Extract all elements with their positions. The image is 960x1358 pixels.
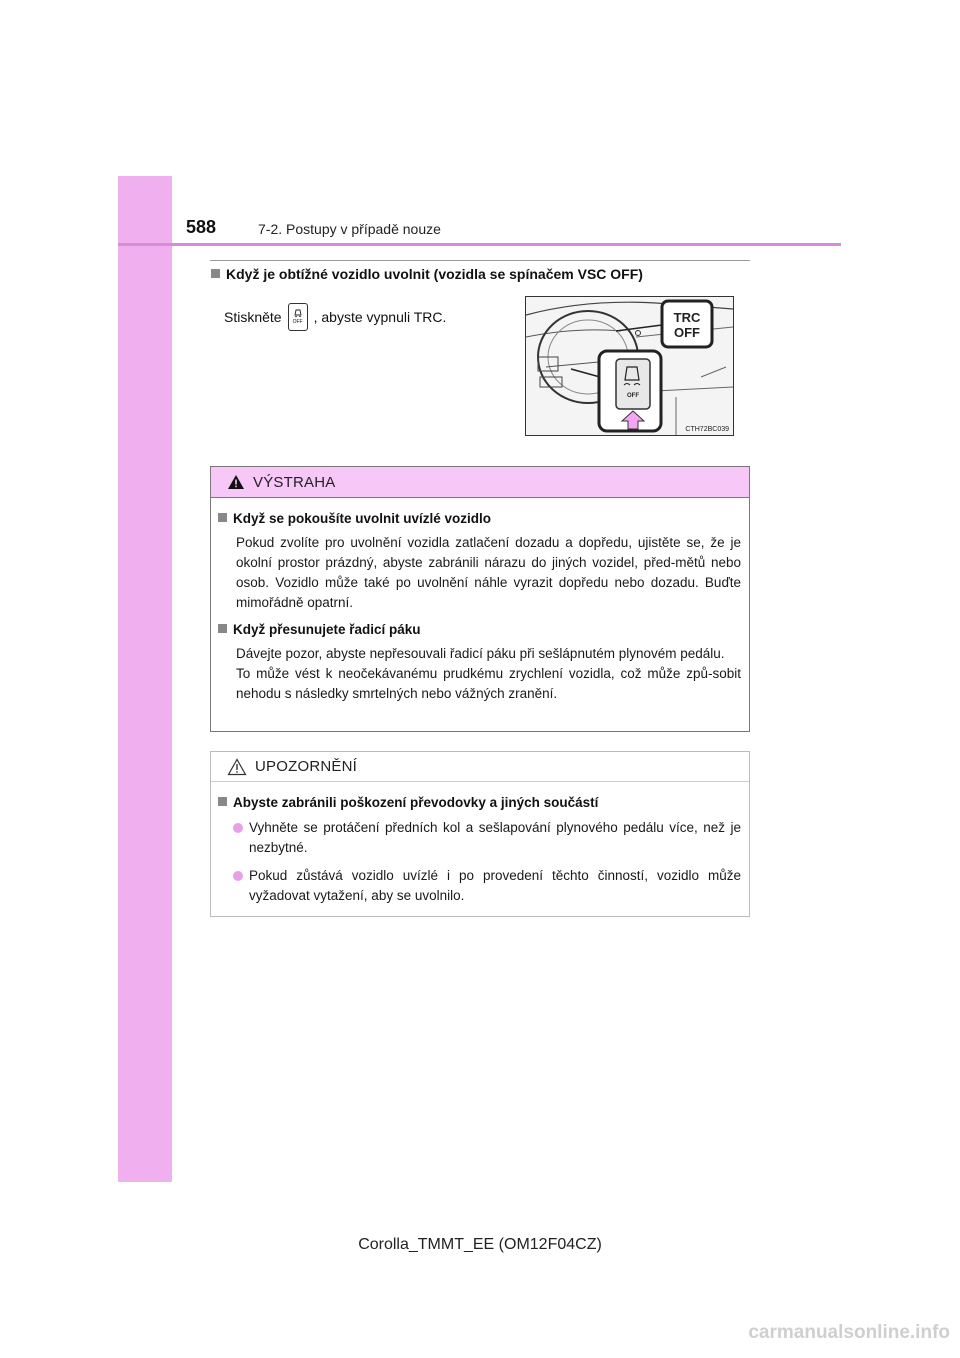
square-bullet-icon	[218, 513, 227, 522]
caution-heading-text: Abyste zabránili poškození převodovky a jiných součástí	[233, 795, 599, 810]
warning-item-heading-text: Když přesunujete řadicí páku	[233, 622, 421, 637]
warning-title: VÝSTRAHA	[253, 473, 336, 491]
caution-title: UPOZORNĚNÍ	[255, 758, 358, 775]
caution-triangle-icon	[227, 758, 247, 776]
section-heading-text: Když je obtížné vozidlo uvolnit (vozidla se spínačem VSC OFF)	[226, 266, 643, 282]
header-divider	[118, 243, 841, 246]
trc-off-callout-line2: OFF	[674, 325, 700, 340]
warning-box	[210, 466, 750, 732]
chapter-title: 7-2. Postupy v případě nouze	[258, 221, 441, 237]
trc-off-callout-line1: TRC	[673, 310, 701, 325]
square-bullet-icon	[218, 797, 227, 806]
vsc-off-button-icon	[288, 303, 308, 331]
vsc-off-button-text: OFF	[292, 319, 303, 325]
square-bullet-icon	[211, 269, 220, 278]
warning-paragraph: Pokud zvolíte pro uvolnění vozidla zatlačení dozadu a dopředu, ujistěte se, že je okolní prostor prázdný, abyste zabránili nárazu do jiných vozidel, před-mětů nebo osob. Vozidlo může také po uvolnění náhle vyrazit dopředu nebo dozadu. Buďte mimořádně opatrní.	[236, 535, 741, 610]
caution-body	[211, 782, 749, 906]
warning-body	[211, 498, 749, 704]
caution-bullet-item	[233, 866, 741, 906]
figure-button-text: OFF	[627, 393, 639, 399]
warning-item-heading-text: Když se pokoušíte uvolnit uvízlé vozidlo	[233, 511, 492, 526]
circle-bullet-icon	[233, 823, 243, 833]
instruction-text	[224, 303, 446, 331]
caution-heading	[218, 794, 741, 812]
caution-bullet-item	[233, 818, 741, 858]
chapter-side-tab	[118, 176, 172, 1182]
caution-header	[211, 752, 749, 782]
warning-paragraph: Dávejte pozor, abyste nepřesouvali řadicí páku při sešlápnutém plynovém pedálu.	[236, 646, 725, 661]
warning-item-heading	[218, 621, 741, 639]
dashboard-illustration	[525, 296, 734, 436]
page-number: 588	[186, 217, 217, 237]
circle-bullet-icon	[233, 871, 243, 881]
caution-bullet-text: Pokud zůstává vozidlo uvízlé i po provedení těchto činností, vozidlo může vyžadovat vytažení, aby se uvolnilo.	[249, 868, 741, 903]
warning-paragraph: To může vést k neočekávanému prudkému zrychlení vozidla, což může způ-sobit nehodu s následky smrtelných nebo vážných zranění.	[236, 666, 741, 701]
manual-id-footer: Corolla_TMMT_EE (OM12F04CZ)	[358, 1236, 602, 1253]
warning-item-heading	[218, 510, 741, 528]
watermark: carmanualsonline.info	[748, 1322, 950, 1343]
square-bullet-icon	[218, 624, 227, 633]
section-divider	[210, 260, 750, 261]
warning-triangle-icon	[227, 474, 245, 490]
figure-image-code: CTH72BC039	[685, 426, 729, 433]
instruction-before: Stiskněte	[224, 309, 282, 325]
instruction-after: , abyste vypnuli TRC.	[313, 309, 447, 325]
caution-bullet-text: Vyhněte se protáčení předních kol a sešlapování plynového pedálu více, než je nezbytné.	[249, 820, 741, 855]
caution-box	[210, 751, 750, 917]
warning-header	[211, 467, 749, 498]
section-heading	[211, 266, 643, 282]
